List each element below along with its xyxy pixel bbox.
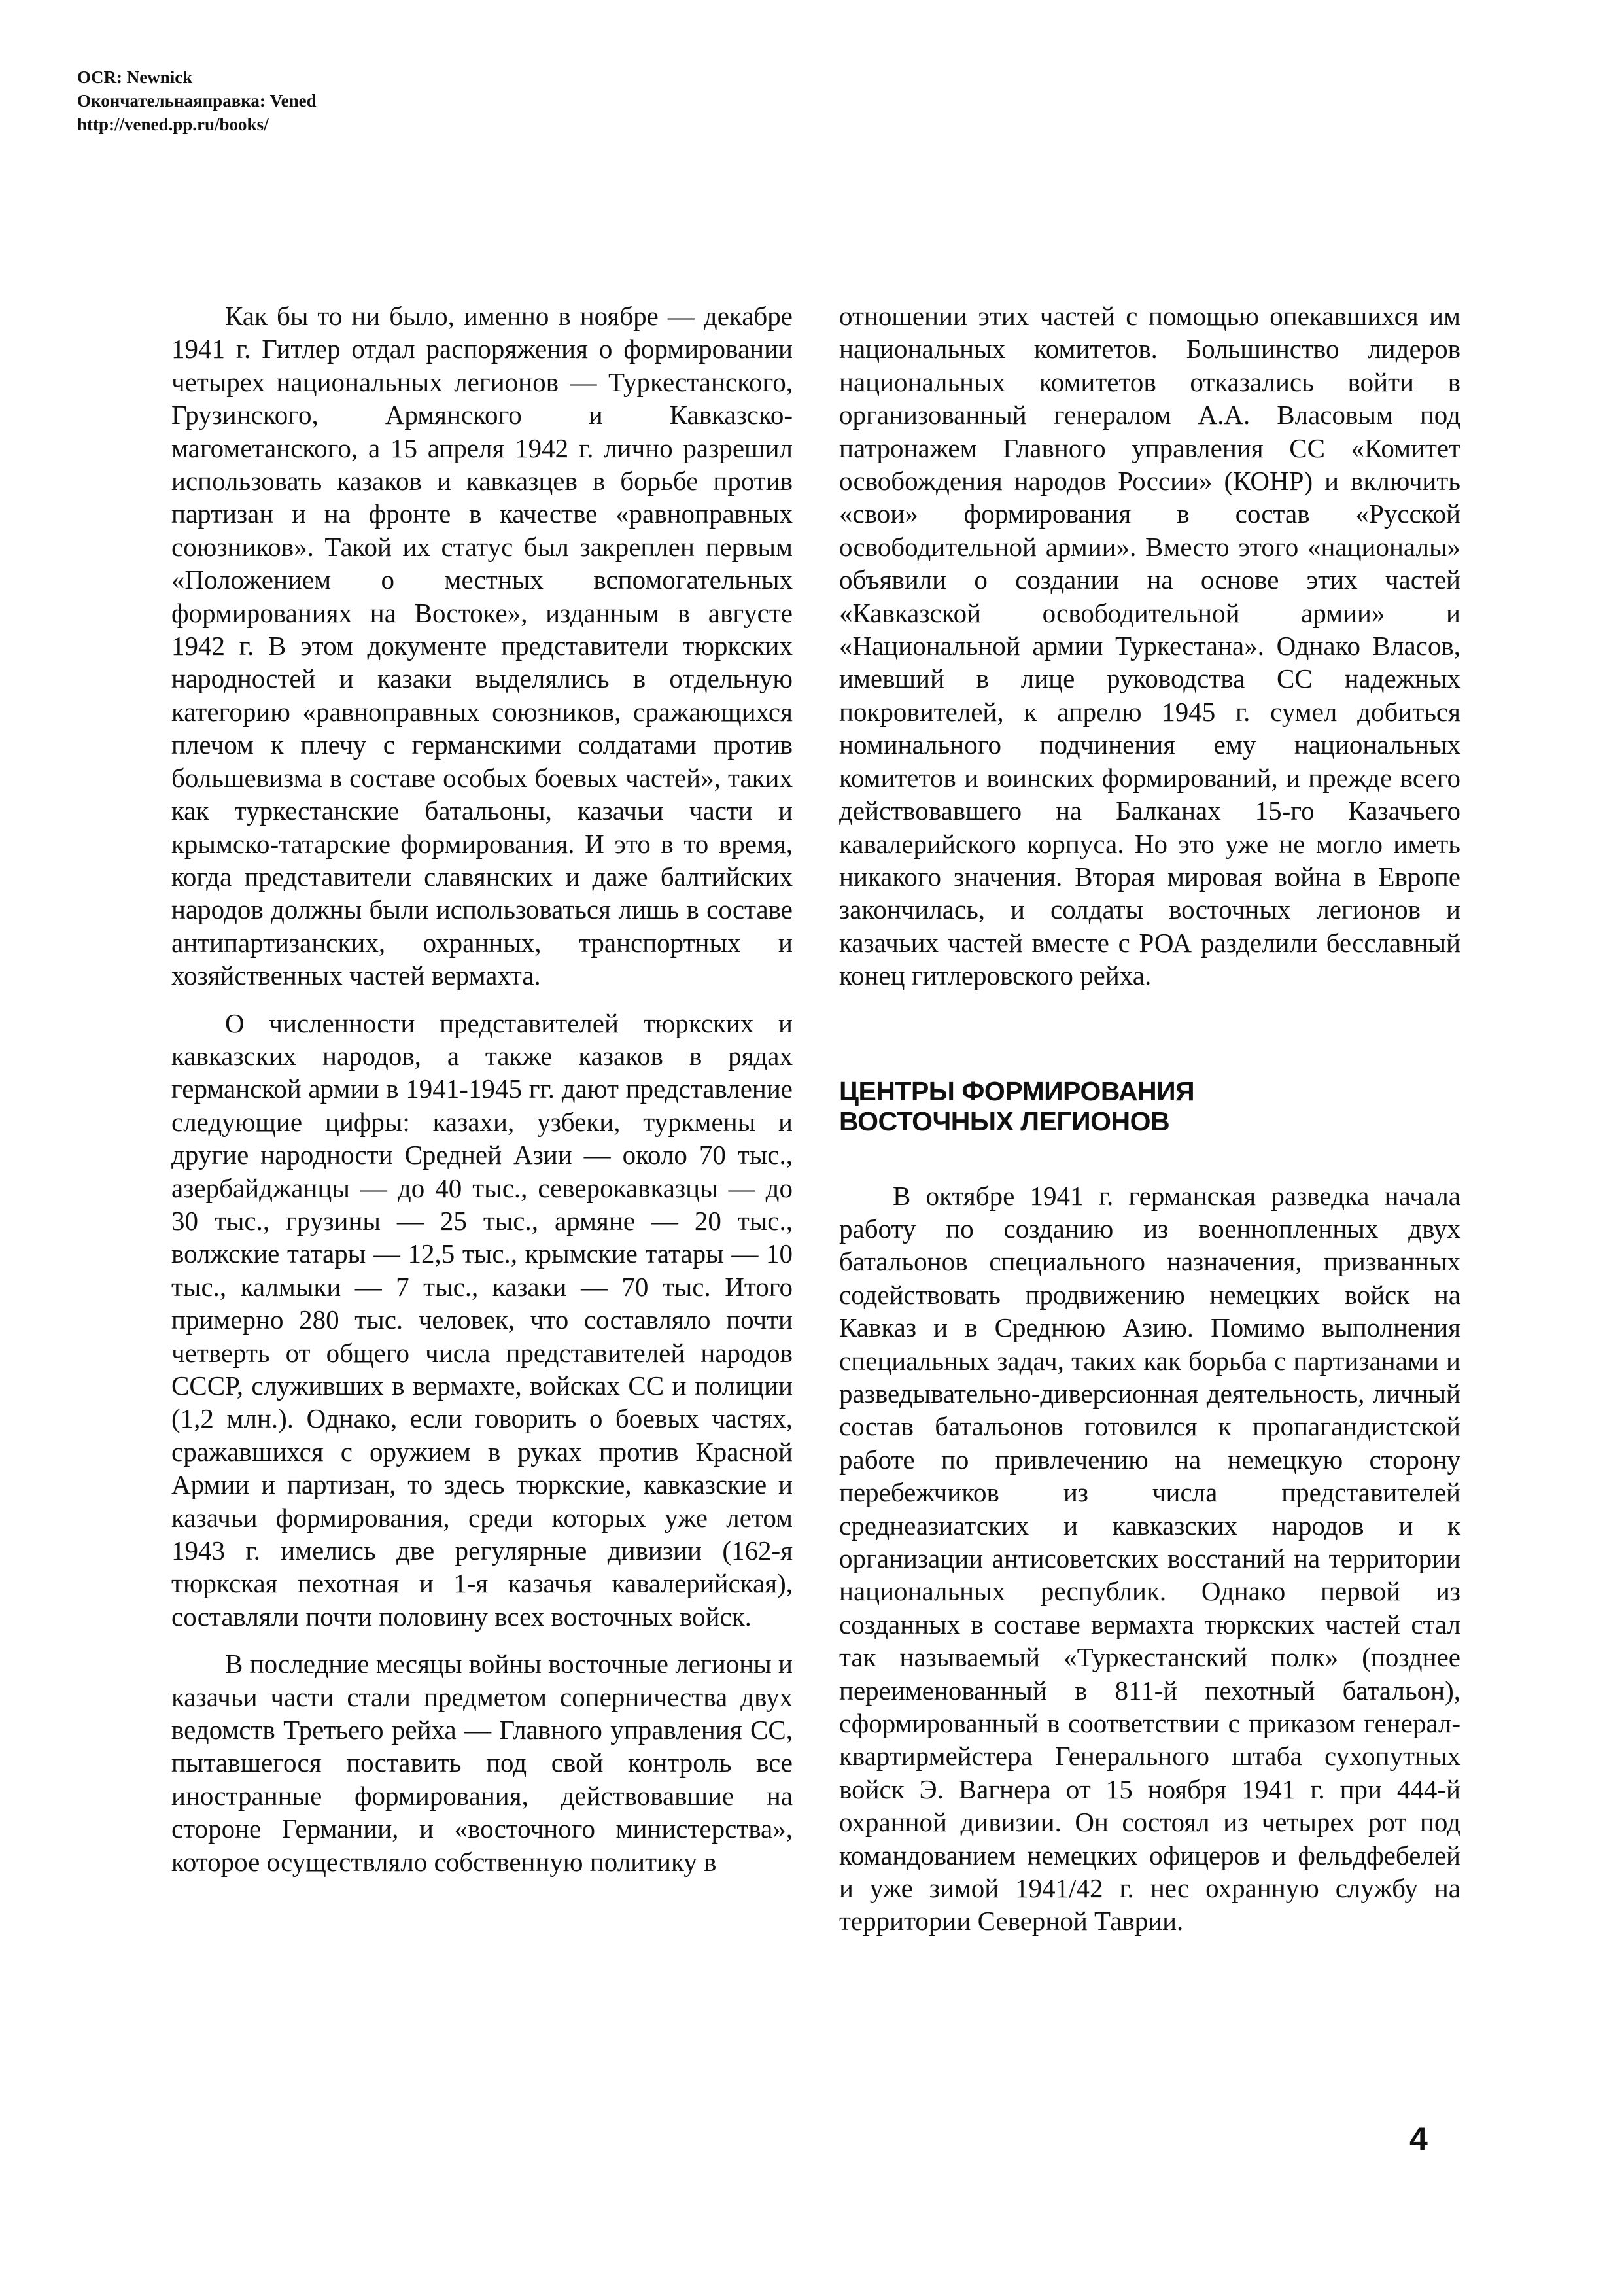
proofreading-credit: Окончательнаяправка: Vened xyxy=(77,91,317,111)
source-url: http://vened.pp.ru/books/ xyxy=(77,114,269,134)
page-number: 4 xyxy=(1409,2120,1428,2157)
scan-credits xyxy=(77,65,317,136)
section-heading-line: ВОСТОЧНЫХ ЛЕГИОНОВ xyxy=(839,1106,1170,1136)
section-heading xyxy=(839,1076,1460,1136)
right-column xyxy=(839,300,1460,1952)
paragraph: В последние месяцы войны восточные легионы и казачьи части стали предметом соперничества двух ведомств Третьего рейха — Главного управления СС, пытавшегося поставить под свой контроль все иностранные формирования, действовавшие на стороне Германии, и «восточного министерства», которое осуществляло собственную политику в xyxy=(171,1649,793,1877)
paragraph-continued: отношении этих частей с помощью опекавшихся им национальных комитетов. Большинство лидеров национальных комитетов отказались войти в организованный генералом А.А. Власовым под патронажем Главного управления СС «Комитет освобождения народов России» (КОНР) и включить «свои» формирования в состав «Русской освободительной армии». Вместо этого «националы» объявили о создании на основе этих частей «Кавказской освободительной армии» и «Национальной армии Туркестана». Однако Власов, имевший в лице руководства СС надежных покровителей, к апрелю 1945 г. сумел добиться номинального подчинения ему национальных комитетов и воинских формирований, и прежде всего действовавшего на Балканах 15-го Казачьего кавалерийского корпуса. Но это уже не могло иметь никакого значения. Вторая мировая война в Европе закончилась, и солдаты восточных легионов и казачьих частей вместе с РОА разделили бесславный конец гитлеровского рейха. xyxy=(839,301,1460,991)
paragraph: Как бы то ни было, именно в ноябре — декабре 1941 г. Гитлер отдал распоряжения о формировании четырех национальных легионов — Туркестанского, Грузинского, Армянского и Кавказско-магометанского, а 15 апреля 1942 г. лично разрешил использовать казаков и кавказцев в борьбе против партизан и на фронте в качестве «равноправных союзников». Такой их статус был закреплен первым «Положением о местных вспомогательных формированиях на Востоке», изданным в августе 1942 г. В этом документе представители тюркских народностей и казаки выделялись в отдельную категорию «равноправных союзников, сражающихся плечом к плечу с германскими солдатами против большевизма в составе особых боевых частей», таких как туркестанские батальоны, казачьи части и крымско-татарские формирования. И это в то время, когда представители славянских и даже балтийских народов должны были использоваться лишь в составе антипартизанских, охранных, транспортных и хозяйственных частей вермахта. xyxy=(171,301,793,991)
ocr-credit: OCR: Newnick xyxy=(77,67,193,87)
left-column xyxy=(171,300,793,1893)
paragraph: О численности представителей тюркских и кавказских народов, а также казаков в рядах германской армии в 1941-1945 гг. дают представление следующие цифры: казахи, узбеки, туркмены и другие народности Средней Азии — около 70 тыс., азербайджанцы — до 40 тыс., северокавказцы — до 30 тыс., грузины — 25 тыс., армяне — 20 тыс., волжские татары — 12,5 тыс., крымские татары — 10 тыс., калмыки — 7 тыс., казаки — 70 тыс. Итого примерно 280 тыс. человек, что составляло почти четверть от общего числа представителей народов СССР, служивших в вермахте, войсках СС и полиции (1,2 млн.). Однако, если говорить о боевых частях, сражавшихся с оружием в руках против Красной Армии и партизан, то здесь тюркские, кавказские и казачьи формирования, среди которых уже летом 1943 г. имелись две регулярные дивизии (162-я тюркская пехотная и 1-я казачья кавалерийская), составляли почти половину всех восточных войск. xyxy=(171,1007,793,1632)
paragraph: В октябре 1941 г. германская разведка начала работу по созданию из военнопленных двух батальонов специального назначения, призванных содействовать продвижению немецких войск на Кавказ и в Среднюю Азию. Помимо выполнения специальных задач, таких как борьба с партизанами и разведывательно-диверсионная деятельность, личный состав батальонов готовился к пропагандистской работе по привлечению на немецкую сторону перебежчиков из числа представителей среднеазиатских и кавказских народов и к организации антисоветских восстаний на территории национальных республик. Однако первой из созданных в составе вермахта тюркских частей стал так называемый «Туркестанский полк» (позднее переименованный в 811-й пехотный батальон), сформированный в соответствии с приказом генерал-квартирмейстера Генерального штаба сухопутных войск Э. Вагнера от 15 ноября 1941 г. при 444-й охранной дивизии. Он состоял из четырех рот под командованием немецких офицеров и фельдфебелей и уже зимой 1941/42 г. нес охранную службу на территории Северной Таврии. xyxy=(839,1180,1460,1936)
section-heading-line: ЦЕНТРЫ ФОРМИРОВАНИЯ xyxy=(839,1076,1195,1106)
